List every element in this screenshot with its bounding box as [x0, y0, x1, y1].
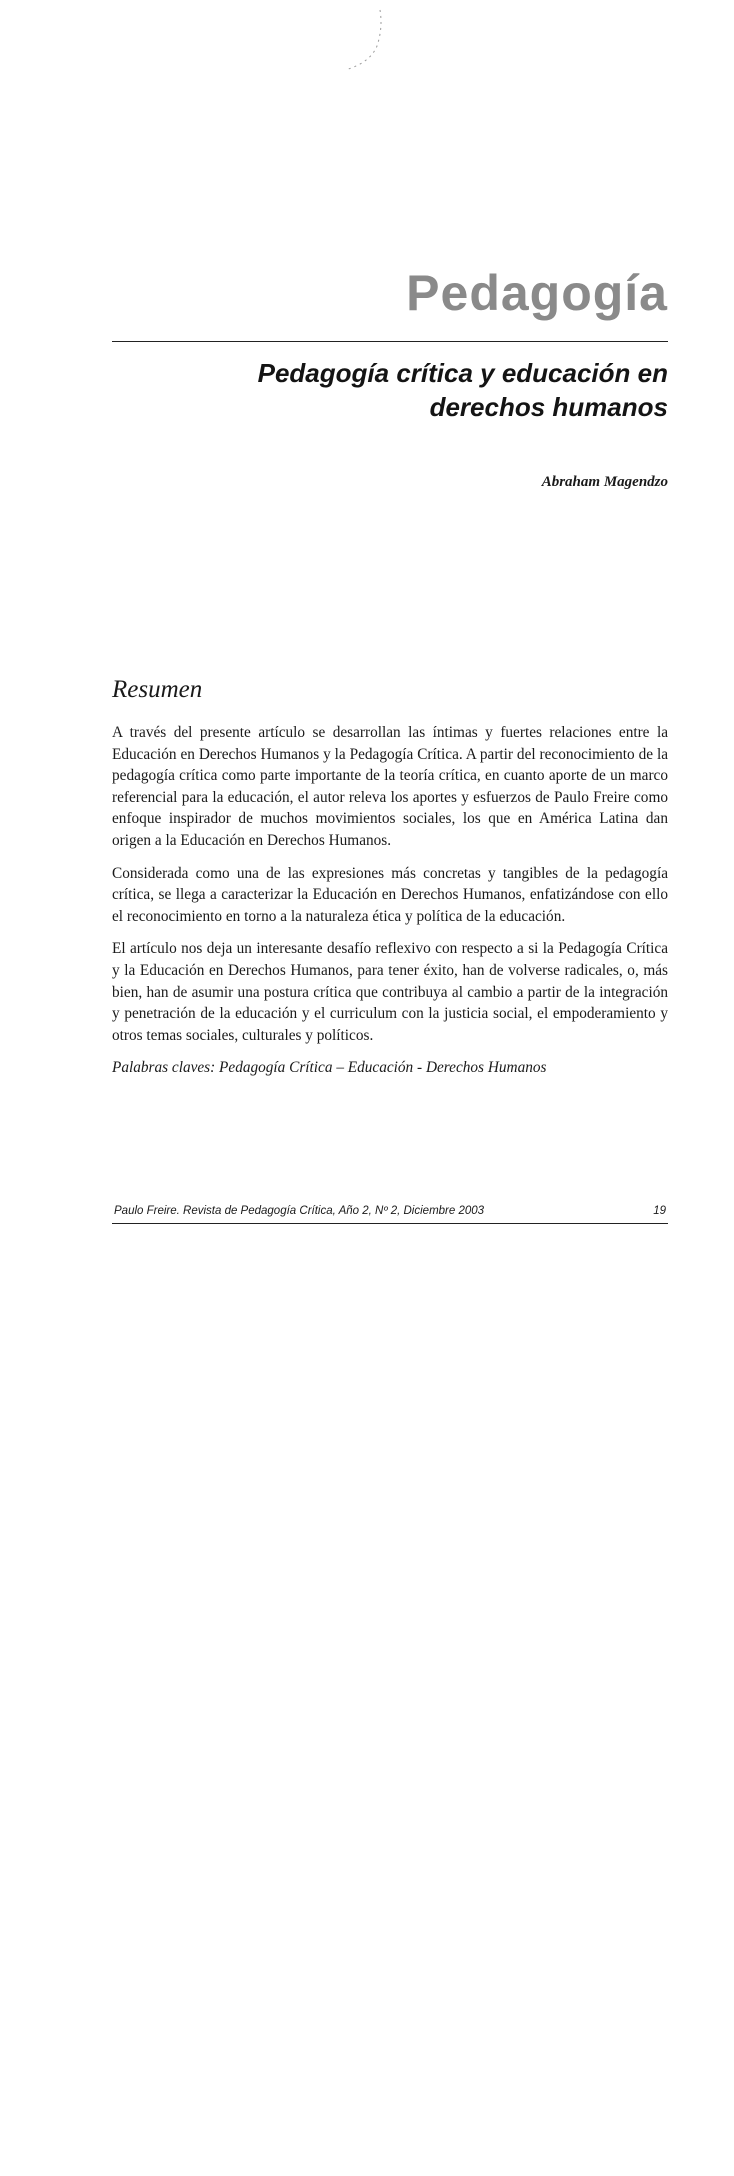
page-number: 19: [653, 1205, 666, 1217]
author-name: Abraham Magendzo: [541, 474, 668, 490]
article-title: Pedagogía crítica y educación en derechos humanos: [257, 358, 668, 422]
page-footer: [112, 1203, 668, 1224]
title-rule: [112, 341, 668, 342]
keywords: Palabras claves: Pedagogía Crítica – Educación - Derechos Humanos: [112, 1059, 547, 1077]
abstract-paragraph: A través del presente artículo se desarrollan las íntimas y fuertes relaciones entre la Educación en Derechos Humanos y la Pedagogía Crítica. A partir del reconocimiento de la pedagogía crítica como parte importante de la teoría crítica, en cuanto aporte de un marco referencial para la educación, el autor releva los aportes y esfuerzos de Paulo Freire como enfoque inspirador de muchos movimientos sociales, los que en América Latina dan origen a la Educación en Derechos Humanos.: [112, 724, 668, 849]
abstract-body: [112, 722, 668, 1090]
abstract-paragraph: El artículo nos deja un interesante desafío reflexivo con respecto a si la Pedagogía Crítica y la Educación en Derechos Humanos, para tener éxito, han de volverse radicales, o, más bien, han de asumir una postura crítica que contribuya al cambio a partir de la integración y penetración de la educación y el curriculum con la justicia social, el empoderamiento y otros temas sociales, culturales y políticos.: [112, 940, 668, 1044]
abstract-heading: Resumen: [112, 676, 203, 703]
scan-artifact-mark: [325, 8, 395, 78]
abstract-paragraph: Considerada como una de las expresiones más concretas y tangibles de la pedagogía crítica, se llega a caracterizar la Educación en Derechos Humanos, enfatizándose con ello el reconocimiento en torno a la naturaleza ética y política de la educación.: [112, 864, 668, 925]
journal-citation: Paulo Freire. Revista de Pedagogía Crítica, Año 2, Nº 2, Diciembre 2003: [114, 1205, 485, 1217]
section-title: Pedagogía: [406, 265, 668, 321]
